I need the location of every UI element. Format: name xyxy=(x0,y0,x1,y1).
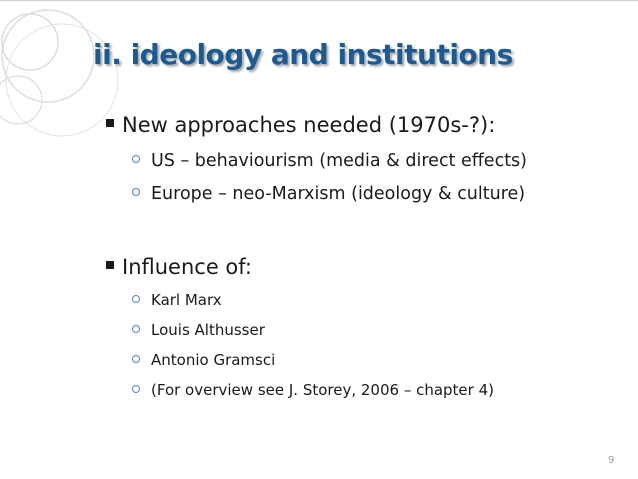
ring-bullet-icon xyxy=(132,295,140,303)
sub-bullet-us xyxy=(132,151,527,171)
bullet-text: New approaches needed (1970s-?): xyxy=(122,113,496,137)
sub-bullet-gramsci xyxy=(132,351,275,369)
decorative-circles xyxy=(0,0,120,150)
square-bullet-icon xyxy=(106,119,114,127)
sub-bullet-text: Karl Marx xyxy=(151,291,222,309)
sub-bullet-text: US – behaviourism (media & direct effects) xyxy=(151,151,528,171)
sub-bullet-althusser xyxy=(132,321,265,339)
bullet-text: Influence of: xyxy=(122,255,252,279)
sub-bullet-marx xyxy=(132,291,222,309)
ring-bullet-icon xyxy=(132,385,140,393)
ring-bullet-icon xyxy=(132,355,140,363)
ring-bullet-icon xyxy=(132,155,140,163)
sub-bullet-text: (For overview see J. Storey, 2006 – chapter 4) xyxy=(151,381,494,399)
bullet-influence xyxy=(106,255,252,279)
sub-bullet-overview xyxy=(132,381,494,399)
sub-bullet-text: Europe – neo-Marxism (ideology & culture) xyxy=(151,184,526,204)
bullet-new-approaches xyxy=(106,113,495,137)
square-bullet-icon xyxy=(106,261,114,269)
ring-bullet-icon xyxy=(132,325,140,333)
slide-title: ii. ideology and institutions xyxy=(93,38,513,71)
ring-bullet-icon xyxy=(132,188,140,196)
sub-bullet-text: Louis Althusser xyxy=(151,321,265,339)
page-number: 9 xyxy=(608,455,615,466)
sub-bullet-text: Antonio Gramsci xyxy=(151,351,276,369)
sub-bullet-europe xyxy=(132,184,525,204)
